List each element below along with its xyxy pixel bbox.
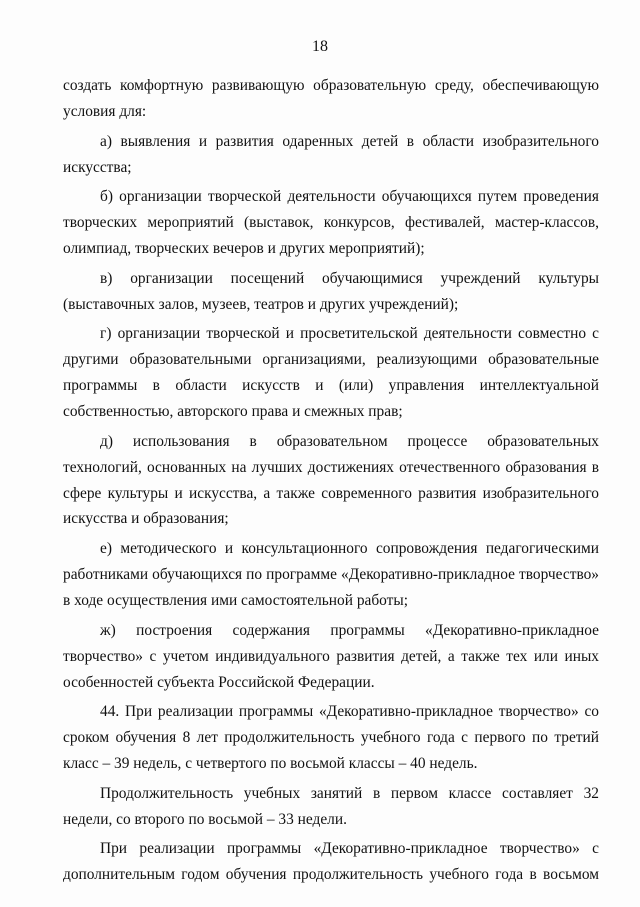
paragraph: 44. При реализации программы «Декоративно-прикладное творчество» со сроком обучения 8 лет продолжительность учебного года с первого по третий класс – 39 недель, с четвертого по восьмой классы – 40 недель. [63,703,599,773]
page-number: 18 [312,38,328,55]
paragraph: ж) построения содержания программы «Декоративно-прикладное творчество» с учетом индивидуального развития детей, а также тех или иных особенностей субъекта Российской Федерации. [63,621,599,691]
paragraph: в) организации посещений обучающимися учреждений культуры (выставочных залов, музеев, театров и других учреждений); [63,269,599,313]
paragraph: Продолжительность учебных занятий в первом классе составляет 32 недели, со второго по восьмой – 33 недели. [63,784,599,828]
paragraph: е) методического и консультационного сопровождения педагогическими работниками обучающихся по программе «Декоративно-прикладное творчество» в ходе осуществления ими самостоятельной работы; [63,540,599,609]
document-body [63,73,599,892]
paragraph: создать комфортную развивающую образовательную среду, обеспечивающую условия для: [63,77,599,120]
paragraph: а) выявления и развития одаренных детей в области изобразительного искусства; [63,132,599,176]
paragraph: г) организации творческой и просветительской деятельности совместно с другими образовательными организациями, реализующими образовательные программы в области искусств и (или) управления интеллектуальной собственностью, авторского права и смежных прав; [63,325,599,421]
paragraph: При реализации программы «Декоративно-прикладное творчество» с дополнительным годом обучения продолжительность учебного года в восьмом [63,840,599,884]
paragraph: б) организации творческой деятельности обучающихся путем проведения творческих мероприятий (выставок, конкурсов, фестивалей, мастер-классов, олимпиад, творческих вечеров и других мероприятий); [63,188,599,258]
paragraph: д) использования в образовательном процессе образовательных технологий, основанных на лучших достижениях отечественного образования в сфере культуры и искусства, а также современного развития изобразительного искусства и образования; [63,432,599,528]
